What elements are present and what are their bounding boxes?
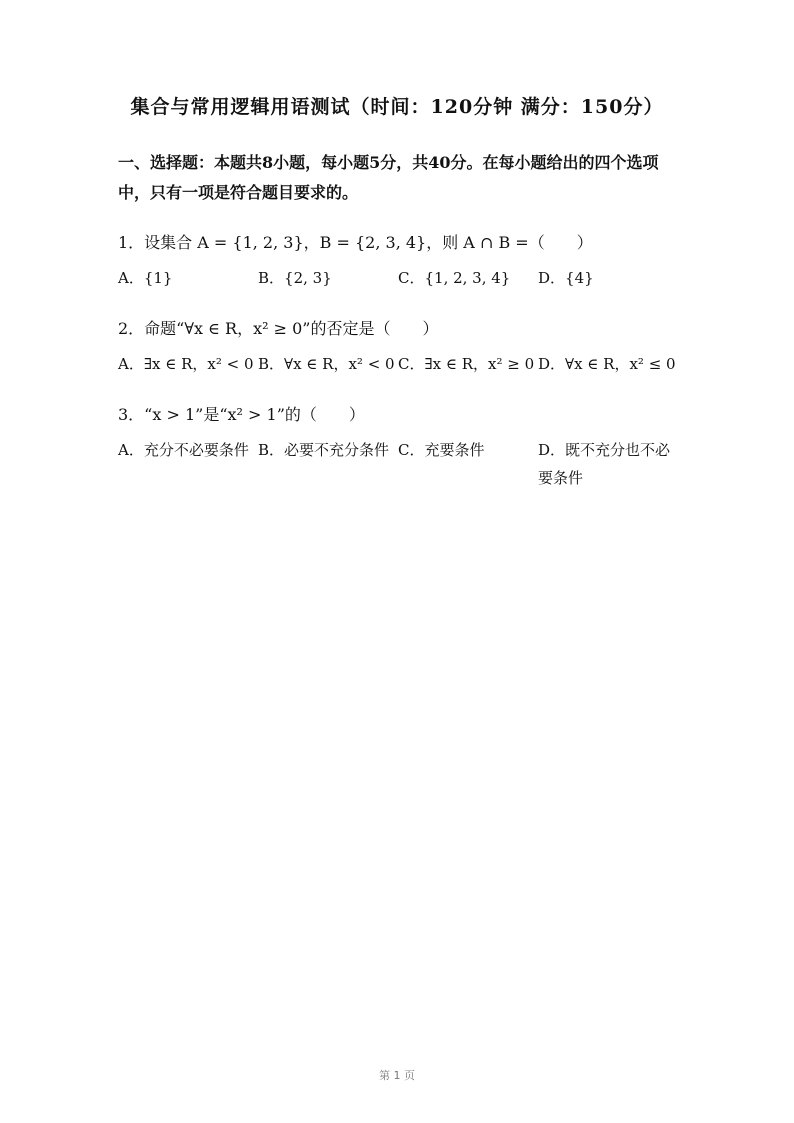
option-b: B．∀x ∈ R，x² < 0 [258, 355, 395, 373]
option-a: A．充分不必要条件 [118, 441, 249, 459]
option-c: C．∃x ∈ R，x² ≥ 0 [398, 355, 535, 373]
page-number: 第 1 页 [379, 1069, 415, 1082]
question-1 [118, 228, 678, 292]
option-row [118, 350, 678, 378]
question-3 [118, 400, 678, 492]
option-a: A．{1} [118, 269, 173, 287]
exam-title: 集合与常用逻辑用语测试（时间：120分钟 满分：150分） [130, 96, 664, 118]
option-c: C．{1, 2, 3, 4} [398, 269, 511, 287]
option-d: D．既不充分也不必要条件 [538, 441, 671, 487]
option-b: B．{2, 3} [258, 269, 332, 287]
question-list [118, 228, 678, 514]
option-c: C．充要条件 [398, 441, 485, 459]
option-row [118, 264, 678, 292]
option-a: A．∃x ∈ R，x² < 0 [118, 355, 254, 373]
question-2 [118, 314, 678, 378]
section-heading: 一、选择题：本题共8小题，每小题5分，共40分。在每小题给出的四个选项中，只有一项是符合题目要求的。 [118, 153, 659, 202]
option-b: B．必要不充分条件 [258, 441, 390, 459]
question-stem: 1．设集合 A = {1, 2, 3}，B = {2, 3, 4}，则 A ∩ B =（ ） [118, 233, 593, 252]
option-d: D．{4} [538, 269, 594, 287]
question-stem: 3．“x > 1”是“x² > 1”的（ ） [118, 405, 365, 424]
question-stem: 2．命题“∀x ∈ R，x² ≥ 0”的否定是（ ） [118, 319, 439, 338]
option-row [118, 436, 678, 492]
option-d: D．∀x ∈ R，x² ≤ 0 [538, 355, 676, 373]
